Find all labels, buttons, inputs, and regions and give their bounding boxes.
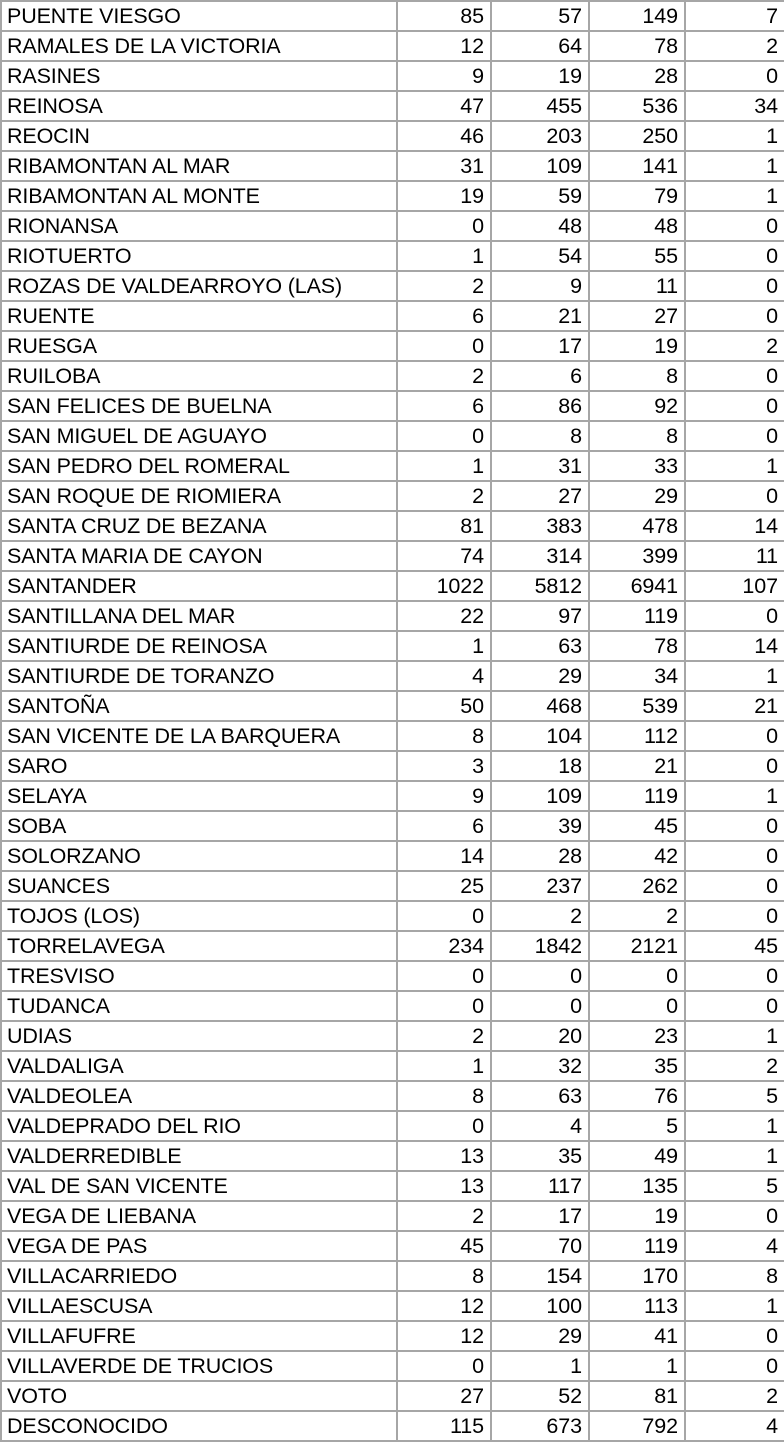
cell-municipality-name[interactable]: TORRELAVEGA xyxy=(1,931,397,961)
cell-value-4[interactable]: 1 xyxy=(685,151,784,181)
cell-value-1[interactable]: 0 xyxy=(397,991,491,1021)
cell-value-1[interactable]: 9 xyxy=(397,61,491,91)
cell-value-2[interactable]: 17 xyxy=(491,331,589,361)
table-row[interactable] xyxy=(1,691,784,721)
table-row[interactable] xyxy=(1,181,784,211)
cell-value-1[interactable]: 0 xyxy=(397,1351,491,1381)
cell-value-1[interactable]: 47 xyxy=(397,91,491,121)
cell-municipality-name[interactable]: TUDANCA xyxy=(1,991,397,1021)
cell-value-1[interactable]: 0 xyxy=(397,1111,491,1141)
cell-value-1[interactable]: 2 xyxy=(397,1021,491,1051)
cell-value-1[interactable]: 8 xyxy=(397,1081,491,1111)
cell-value-3[interactable]: 41 xyxy=(589,1321,685,1351)
cell-value-1[interactable]: 0 xyxy=(397,901,491,931)
cell-value-1[interactable]: 27 xyxy=(397,1381,491,1411)
cell-value-4[interactable]: 4 xyxy=(685,1411,784,1441)
cell-municipality-name[interactable]: RUENTE xyxy=(1,301,397,331)
cell-value-1[interactable]: 6 xyxy=(397,391,491,421)
cell-municipality-name[interactable]: SAN PEDRO DEL ROMERAL xyxy=(1,451,397,481)
table-row[interactable] xyxy=(1,361,784,391)
table-row[interactable] xyxy=(1,871,784,901)
cell-value-3[interactable]: 11 xyxy=(589,271,685,301)
cell-value-3[interactable]: 19 xyxy=(589,1201,685,1231)
cell-municipality-name[interactable]: PUENTE VIESGO xyxy=(1,1,397,31)
cell-municipality-name[interactable]: VILLAFUFRE xyxy=(1,1321,397,1351)
cell-municipality-name[interactable]: TOJOS (LOS) xyxy=(1,901,397,931)
cell-value-4[interactable]: 0 xyxy=(685,241,784,271)
cell-value-3[interactable]: 399 xyxy=(589,541,685,571)
cell-value-3[interactable]: 23 xyxy=(589,1021,685,1051)
cell-municipality-name[interactable]: VILLAVERDE DE TRUCIOS xyxy=(1,1351,397,1381)
cell-value-3[interactable]: 29 xyxy=(589,481,685,511)
cell-value-2[interactable]: 0 xyxy=(491,991,589,1021)
cell-value-2[interactable]: 35 xyxy=(491,1141,589,1171)
cell-value-2[interactable]: 1842 xyxy=(491,931,589,961)
cell-value-2[interactable]: 314 xyxy=(491,541,589,571)
cell-value-2[interactable]: 17 xyxy=(491,1201,589,1231)
cell-value-2[interactable]: 20 xyxy=(491,1021,589,1051)
cell-municipality-name[interactable]: VALDEPRADO DEL RIO xyxy=(1,1111,397,1141)
cell-value-2[interactable]: 86 xyxy=(491,391,589,421)
cell-value-4[interactable]: 0 xyxy=(685,301,784,331)
cell-value-2[interactable]: 109 xyxy=(491,151,589,181)
cell-value-4[interactable]: 0 xyxy=(685,871,784,901)
cell-value-2[interactable]: 104 xyxy=(491,721,589,751)
cell-value-3[interactable]: 113 xyxy=(589,1291,685,1321)
cell-value-2[interactable]: 48 xyxy=(491,211,589,241)
cell-municipality-name[interactable]: SAN MIGUEL DE AGUAYO xyxy=(1,421,397,451)
cell-value-4[interactable]: 0 xyxy=(685,841,784,871)
cell-municipality-name[interactable]: SANTANDER xyxy=(1,571,397,601)
table-row[interactable] xyxy=(1,1021,784,1051)
table-row[interactable] xyxy=(1,1381,784,1411)
table-row[interactable] xyxy=(1,91,784,121)
cell-value-4[interactable]: 5 xyxy=(685,1081,784,1111)
cell-value-4[interactable]: 0 xyxy=(685,271,784,301)
table-row[interactable] xyxy=(1,1,784,31)
cell-municipality-name[interactable]: VALDERREDIBLE xyxy=(1,1141,397,1171)
cell-value-3[interactable]: 92 xyxy=(589,391,685,421)
cell-value-3[interactable]: 141 xyxy=(589,151,685,181)
cell-value-1[interactable]: 12 xyxy=(397,1291,491,1321)
cell-value-4[interactable]: 1 xyxy=(685,451,784,481)
cell-value-4[interactable]: 1 xyxy=(685,121,784,151)
cell-value-2[interactable]: 31 xyxy=(491,451,589,481)
cell-value-1[interactable]: 25 xyxy=(397,871,491,901)
table-row[interactable] xyxy=(1,241,784,271)
cell-value-1[interactable]: 8 xyxy=(397,1261,491,1291)
cell-value-4[interactable]: 1 xyxy=(685,661,784,691)
cell-value-4[interactable]: 0 xyxy=(685,751,784,781)
cell-value-4[interactable]: 1 xyxy=(685,1291,784,1321)
cell-value-3[interactable]: 42 xyxy=(589,841,685,871)
cell-value-1[interactable]: 2 xyxy=(397,481,491,511)
cell-value-3[interactable]: 21 xyxy=(589,751,685,781)
cell-value-1[interactable]: 6 xyxy=(397,811,491,841)
cell-municipality-name[interactable]: SANTA CRUZ DE BEZANA xyxy=(1,511,397,541)
cell-value-3[interactable]: 19 xyxy=(589,331,685,361)
cell-value-2[interactable]: 109 xyxy=(491,781,589,811)
cell-value-2[interactable]: 2 xyxy=(491,901,589,931)
cell-value-4[interactable]: 0 xyxy=(685,481,784,511)
cell-value-3[interactable]: 35 xyxy=(589,1051,685,1081)
cell-municipality-name[interactable]: SUANCES xyxy=(1,871,397,901)
cell-value-3[interactable]: 250 xyxy=(589,121,685,151)
cell-value-4[interactable]: 0 xyxy=(685,811,784,841)
cell-municipality-name[interactable]: SAN VICENTE DE LA BARQUERA xyxy=(1,721,397,751)
cell-value-1[interactable]: 0 xyxy=(397,211,491,241)
cell-value-1[interactable]: 85 xyxy=(397,1,491,31)
table-row[interactable] xyxy=(1,1051,784,1081)
cell-municipality-name[interactable]: SANTIURDE DE REINOSA xyxy=(1,631,397,661)
cell-value-3[interactable]: 6941 xyxy=(589,571,685,601)
cell-value-3[interactable]: 28 xyxy=(589,61,685,91)
table-row[interactable] xyxy=(1,571,784,601)
table-row[interactable] xyxy=(1,481,784,511)
cell-value-4[interactable]: 107 xyxy=(685,571,784,601)
cell-municipality-name[interactable]: RIONANSA xyxy=(1,211,397,241)
cell-value-3[interactable]: 262 xyxy=(589,871,685,901)
cell-value-4[interactable]: 1 xyxy=(685,1111,784,1141)
cell-value-2[interactable]: 70 xyxy=(491,1231,589,1261)
cell-value-3[interactable]: 79 xyxy=(589,181,685,211)
cell-value-2[interactable]: 154 xyxy=(491,1261,589,1291)
cell-value-3[interactable]: 8 xyxy=(589,421,685,451)
cell-value-4[interactable]: 2 xyxy=(685,331,784,361)
cell-value-3[interactable]: 27 xyxy=(589,301,685,331)
cell-value-2[interactable]: 455 xyxy=(491,91,589,121)
table-row[interactable] xyxy=(1,121,784,151)
cell-value-1[interactable]: 0 xyxy=(397,961,491,991)
cell-value-1[interactable]: 13 xyxy=(397,1141,491,1171)
cell-municipality-name[interactable]: VEGA DE LIEBANA xyxy=(1,1201,397,1231)
cell-value-4[interactable]: 0 xyxy=(685,601,784,631)
table-row[interactable] xyxy=(1,511,784,541)
cell-municipality-name[interactable]: REOCIN xyxy=(1,121,397,151)
cell-value-1[interactable]: 9 xyxy=(397,781,491,811)
cell-value-4[interactable]: 2 xyxy=(685,31,784,61)
cell-value-3[interactable]: 0 xyxy=(589,991,685,1021)
cell-value-4[interactable]: 0 xyxy=(685,1351,784,1381)
cell-value-1[interactable]: 0 xyxy=(397,331,491,361)
cell-value-2[interactable]: 237 xyxy=(491,871,589,901)
cell-value-1[interactable]: 2 xyxy=(397,271,491,301)
cell-value-4[interactable]: 1 xyxy=(685,1021,784,1051)
table-row[interactable] xyxy=(1,751,784,781)
cell-value-2[interactable]: 52 xyxy=(491,1381,589,1411)
cell-municipality-name[interactable]: SARO xyxy=(1,751,397,781)
cell-value-2[interactable]: 27 xyxy=(491,481,589,511)
cell-value-1[interactable]: 2 xyxy=(397,361,491,391)
cell-value-3[interactable]: 45 xyxy=(589,811,685,841)
cell-value-2[interactable]: 28 xyxy=(491,841,589,871)
cell-value-4[interactable]: 0 xyxy=(685,421,784,451)
cell-municipality-name[interactable]: SELAYA xyxy=(1,781,397,811)
cell-value-2[interactable]: 57 xyxy=(491,1,589,31)
cell-value-2[interactable]: 1 xyxy=(491,1351,589,1381)
cell-municipality-name[interactable]: VEGA DE PAS xyxy=(1,1231,397,1261)
table-row[interactable] xyxy=(1,631,784,661)
cell-value-2[interactable]: 64 xyxy=(491,31,589,61)
cell-municipality-name[interactable]: ROZAS DE VALDEARROYO (LAS) xyxy=(1,271,397,301)
cell-value-2[interactable]: 468 xyxy=(491,691,589,721)
cell-value-1[interactable]: 45 xyxy=(397,1231,491,1261)
cell-municipality-name[interactable]: SANTOÑA xyxy=(1,691,397,721)
table-row[interactable] xyxy=(1,211,784,241)
cell-value-2[interactable]: 29 xyxy=(491,1321,589,1351)
cell-value-1[interactable]: 115 xyxy=(397,1411,491,1441)
cell-municipality-name[interactable]: SANTA MARIA DE CAYON xyxy=(1,541,397,571)
cell-value-1[interactable]: 2 xyxy=(397,1201,491,1231)
cell-value-4[interactable]: 14 xyxy=(685,511,784,541)
table-row[interactable] xyxy=(1,331,784,361)
cell-value-1[interactable]: 46 xyxy=(397,121,491,151)
cell-municipality-name[interactable]: TRESVISO xyxy=(1,961,397,991)
cell-value-4[interactable]: 0 xyxy=(685,391,784,421)
table-row[interactable] xyxy=(1,31,784,61)
cell-municipality-name[interactable]: SOLORZANO xyxy=(1,841,397,871)
table-row[interactable] xyxy=(1,1231,784,1261)
table-row[interactable] xyxy=(1,1291,784,1321)
table-row[interactable] xyxy=(1,661,784,691)
cell-value-3[interactable]: 33 xyxy=(589,451,685,481)
cell-value-2[interactable]: 203 xyxy=(491,121,589,151)
cell-value-3[interactable]: 135 xyxy=(589,1171,685,1201)
cell-value-1[interactable]: 81 xyxy=(397,511,491,541)
cell-value-4[interactable]: 34 xyxy=(685,91,784,121)
cell-value-2[interactable]: 19 xyxy=(491,61,589,91)
cell-value-1[interactable]: 13 xyxy=(397,1171,491,1201)
cell-municipality-name[interactable]: SANTILLANA DEL MAR xyxy=(1,601,397,631)
cell-value-1[interactable]: 1 xyxy=(397,1051,491,1081)
table-row[interactable] xyxy=(1,421,784,451)
cell-value-4[interactable]: 0 xyxy=(685,901,784,931)
cell-value-2[interactable]: 18 xyxy=(491,751,589,781)
cell-value-4[interactable]: 0 xyxy=(685,1321,784,1351)
table-row[interactable] xyxy=(1,1111,784,1141)
cell-value-2[interactable]: 673 xyxy=(491,1411,589,1441)
cell-value-3[interactable]: 119 xyxy=(589,1231,685,1261)
table-row[interactable] xyxy=(1,451,784,481)
cell-value-3[interactable]: 76 xyxy=(589,1081,685,1111)
cell-value-2[interactable]: 29 xyxy=(491,661,589,691)
cell-municipality-name[interactable]: RIBAMONTAN AL MAR xyxy=(1,151,397,181)
table-row[interactable] xyxy=(1,151,784,181)
table-row[interactable] xyxy=(1,781,784,811)
table-row[interactable] xyxy=(1,271,784,301)
table-body xyxy=(1,1,784,1441)
cell-value-2[interactable]: 383 xyxy=(491,511,589,541)
cell-value-4[interactable]: 11 xyxy=(685,541,784,571)
cell-municipality-name[interactable]: RUILOBA xyxy=(1,361,397,391)
cell-value-3[interactable]: 478 xyxy=(589,511,685,541)
cell-value-3[interactable]: 112 xyxy=(589,721,685,751)
cell-value-4[interactable]: 0 xyxy=(685,961,784,991)
table-row[interactable] xyxy=(1,931,784,961)
cell-municipality-name[interactable]: SAN FELICES DE BUELNA xyxy=(1,391,397,421)
cell-value-1[interactable]: 74 xyxy=(397,541,491,571)
cell-municipality-name[interactable]: RIOTUERTO xyxy=(1,241,397,271)
cell-value-4[interactable]: 0 xyxy=(685,61,784,91)
cell-value-3[interactable]: 536 xyxy=(589,91,685,121)
table-row[interactable] xyxy=(1,841,784,871)
cell-municipality-name[interactable]: RAMALES DE LA VICTORIA xyxy=(1,31,397,61)
table-row[interactable] xyxy=(1,601,784,631)
cell-municipality-name[interactable]: SOBA xyxy=(1,811,397,841)
cell-value-4[interactable]: 1 xyxy=(685,1141,784,1171)
cell-value-3[interactable]: 119 xyxy=(589,781,685,811)
cell-value-4[interactable]: 0 xyxy=(685,991,784,1021)
cell-value-2[interactable]: 100 xyxy=(491,1291,589,1321)
table-row[interactable] xyxy=(1,1351,784,1381)
cell-value-1[interactable]: 6 xyxy=(397,301,491,331)
cell-value-2[interactable]: 97 xyxy=(491,601,589,631)
cell-value-1[interactable]: 1022 xyxy=(397,571,491,601)
cell-value-3[interactable]: 34 xyxy=(589,661,685,691)
cell-value-4[interactable]: 5 xyxy=(685,1171,784,1201)
cell-value-4[interactable]: 0 xyxy=(685,211,784,241)
cell-value-4[interactable]: 2 xyxy=(685,1051,784,1081)
cell-municipality-name[interactable]: REINOSA xyxy=(1,91,397,121)
table-row[interactable] xyxy=(1,1321,784,1351)
cell-value-1[interactable]: 22 xyxy=(397,601,491,631)
cell-value-1[interactable]: 1 xyxy=(397,451,491,481)
cell-value-4[interactable]: 7 xyxy=(685,1,784,31)
cell-value-1[interactable]: 12 xyxy=(397,31,491,61)
cell-value-3[interactable]: 81 xyxy=(589,1381,685,1411)
cell-value-2[interactable]: 63 xyxy=(491,631,589,661)
cell-municipality-name[interactable]: VALDEOLEA xyxy=(1,1081,397,1111)
table-row[interactable] xyxy=(1,1261,784,1291)
cell-value-2[interactable]: 117 xyxy=(491,1171,589,1201)
table-row[interactable] xyxy=(1,61,784,91)
cell-value-2[interactable]: 8 xyxy=(491,421,589,451)
cell-value-3[interactable]: 8 xyxy=(589,361,685,391)
cell-value-1[interactable]: 0 xyxy=(397,421,491,451)
cell-value-2[interactable]: 63 xyxy=(491,1081,589,1111)
table-row[interactable] xyxy=(1,1081,784,1111)
cell-value-2[interactable]: 6 xyxy=(491,361,589,391)
cell-value-4[interactable]: 1 xyxy=(685,781,784,811)
table-row[interactable] xyxy=(1,301,784,331)
cell-value-1[interactable]: 8 xyxy=(397,721,491,751)
cell-value-3[interactable]: 78 xyxy=(589,31,685,61)
cell-value-3[interactable]: 539 xyxy=(589,691,685,721)
cell-value-4[interactable]: 21 xyxy=(685,691,784,721)
cell-value-2[interactable]: 5812 xyxy=(491,571,589,601)
cell-value-2[interactable]: 9 xyxy=(491,271,589,301)
cell-municipality-name[interactable]: SANTIURDE DE TORANZO xyxy=(1,661,397,691)
table-row[interactable] xyxy=(1,1141,784,1171)
cell-value-1[interactable]: 19 xyxy=(397,181,491,211)
cell-value-3[interactable]: 119 xyxy=(589,601,685,631)
table-row[interactable] xyxy=(1,391,784,421)
cell-value-2[interactable]: 32 xyxy=(491,1051,589,1081)
cell-municipality-name[interactable]: VOTO xyxy=(1,1381,397,1411)
cell-value-1[interactable]: 4 xyxy=(397,661,491,691)
cell-value-2[interactable]: 21 xyxy=(491,301,589,331)
cell-value-2[interactable]: 4 xyxy=(491,1111,589,1141)
cell-municipality-name[interactable]: VALDALIGA xyxy=(1,1051,397,1081)
table-row[interactable] xyxy=(1,991,784,1021)
cell-value-1[interactable]: 31 xyxy=(397,151,491,181)
cell-value-3[interactable]: 48 xyxy=(589,211,685,241)
cell-value-4[interactable]: 14 xyxy=(685,631,784,661)
cell-value-1[interactable]: 3 xyxy=(397,751,491,781)
table-row[interactable] xyxy=(1,1201,784,1231)
cell-value-1[interactable]: 50 xyxy=(397,691,491,721)
cell-municipality-name[interactable]: VAL DE SAN VICENTE xyxy=(1,1171,397,1201)
cell-value-4[interactable]: 0 xyxy=(685,1201,784,1231)
cell-value-1[interactable]: 14 xyxy=(397,841,491,871)
cell-municipality-name[interactable]: UDIAS xyxy=(1,1021,397,1051)
cell-value-3[interactable]: 49 xyxy=(589,1141,685,1171)
cell-value-4[interactable]: 2 xyxy=(685,1381,784,1411)
table-row[interactable] xyxy=(1,721,784,751)
table-row[interactable] xyxy=(1,541,784,571)
cell-value-3[interactable]: 55 xyxy=(589,241,685,271)
cell-value-3[interactable]: 0 xyxy=(589,961,685,991)
cell-municipality-name[interactable]: VILLAESCUSA xyxy=(1,1291,397,1321)
cell-municipality-name[interactable]: RIBAMONTAN AL MONTE xyxy=(1,181,397,211)
table-row[interactable] xyxy=(1,961,784,991)
cell-value-3[interactable]: 5 xyxy=(589,1111,685,1141)
cell-value-3[interactable]: 149 xyxy=(589,1,685,31)
cell-municipality-name[interactable]: SAN ROQUE DE RIOMIERA xyxy=(1,481,397,511)
cell-municipality-name[interactable]: RUESGA xyxy=(1,331,397,361)
cell-municipality-name[interactable]: DESCONOCIDO xyxy=(1,1411,397,1441)
cell-value-3[interactable]: 792 xyxy=(589,1411,685,1441)
table-row[interactable] xyxy=(1,1411,784,1441)
cell-value-4[interactable]: 0 xyxy=(685,361,784,391)
cell-value-4[interactable]: 4 xyxy=(685,1231,784,1261)
table-row[interactable] xyxy=(1,811,784,841)
cell-value-4[interactable]: 0 xyxy=(685,721,784,751)
cell-value-4[interactable]: 45 xyxy=(685,931,784,961)
cell-value-4[interactable]: 8 xyxy=(685,1261,784,1291)
cell-value-3[interactable]: 78 xyxy=(589,631,685,661)
cell-value-1[interactable]: 234 xyxy=(397,931,491,961)
cell-value-4[interactable]: 1 xyxy=(685,181,784,211)
cell-value-2[interactable]: 39 xyxy=(491,811,589,841)
table-row[interactable] xyxy=(1,1171,784,1201)
cell-value-3[interactable]: 2 xyxy=(589,901,685,931)
cell-value-1[interactable]: 12 xyxy=(397,1321,491,1351)
cell-value-2[interactable]: 0 xyxy=(491,961,589,991)
cell-value-2[interactable]: 59 xyxy=(491,181,589,211)
cell-value-3[interactable]: 1 xyxy=(589,1351,685,1381)
cell-value-2[interactable]: 54 xyxy=(491,241,589,271)
cell-municipality-name[interactable]: RASINES xyxy=(1,61,397,91)
table-row[interactable] xyxy=(1,901,784,931)
cell-value-3[interactable]: 170 xyxy=(589,1261,685,1291)
cell-municipality-name[interactable]: VILLACARRIEDO xyxy=(1,1261,397,1291)
cell-value-1[interactable]: 1 xyxy=(397,631,491,661)
cell-value-1[interactable]: 1 xyxy=(397,241,491,271)
cell-value-3[interactable]: 2121 xyxy=(589,931,685,961)
